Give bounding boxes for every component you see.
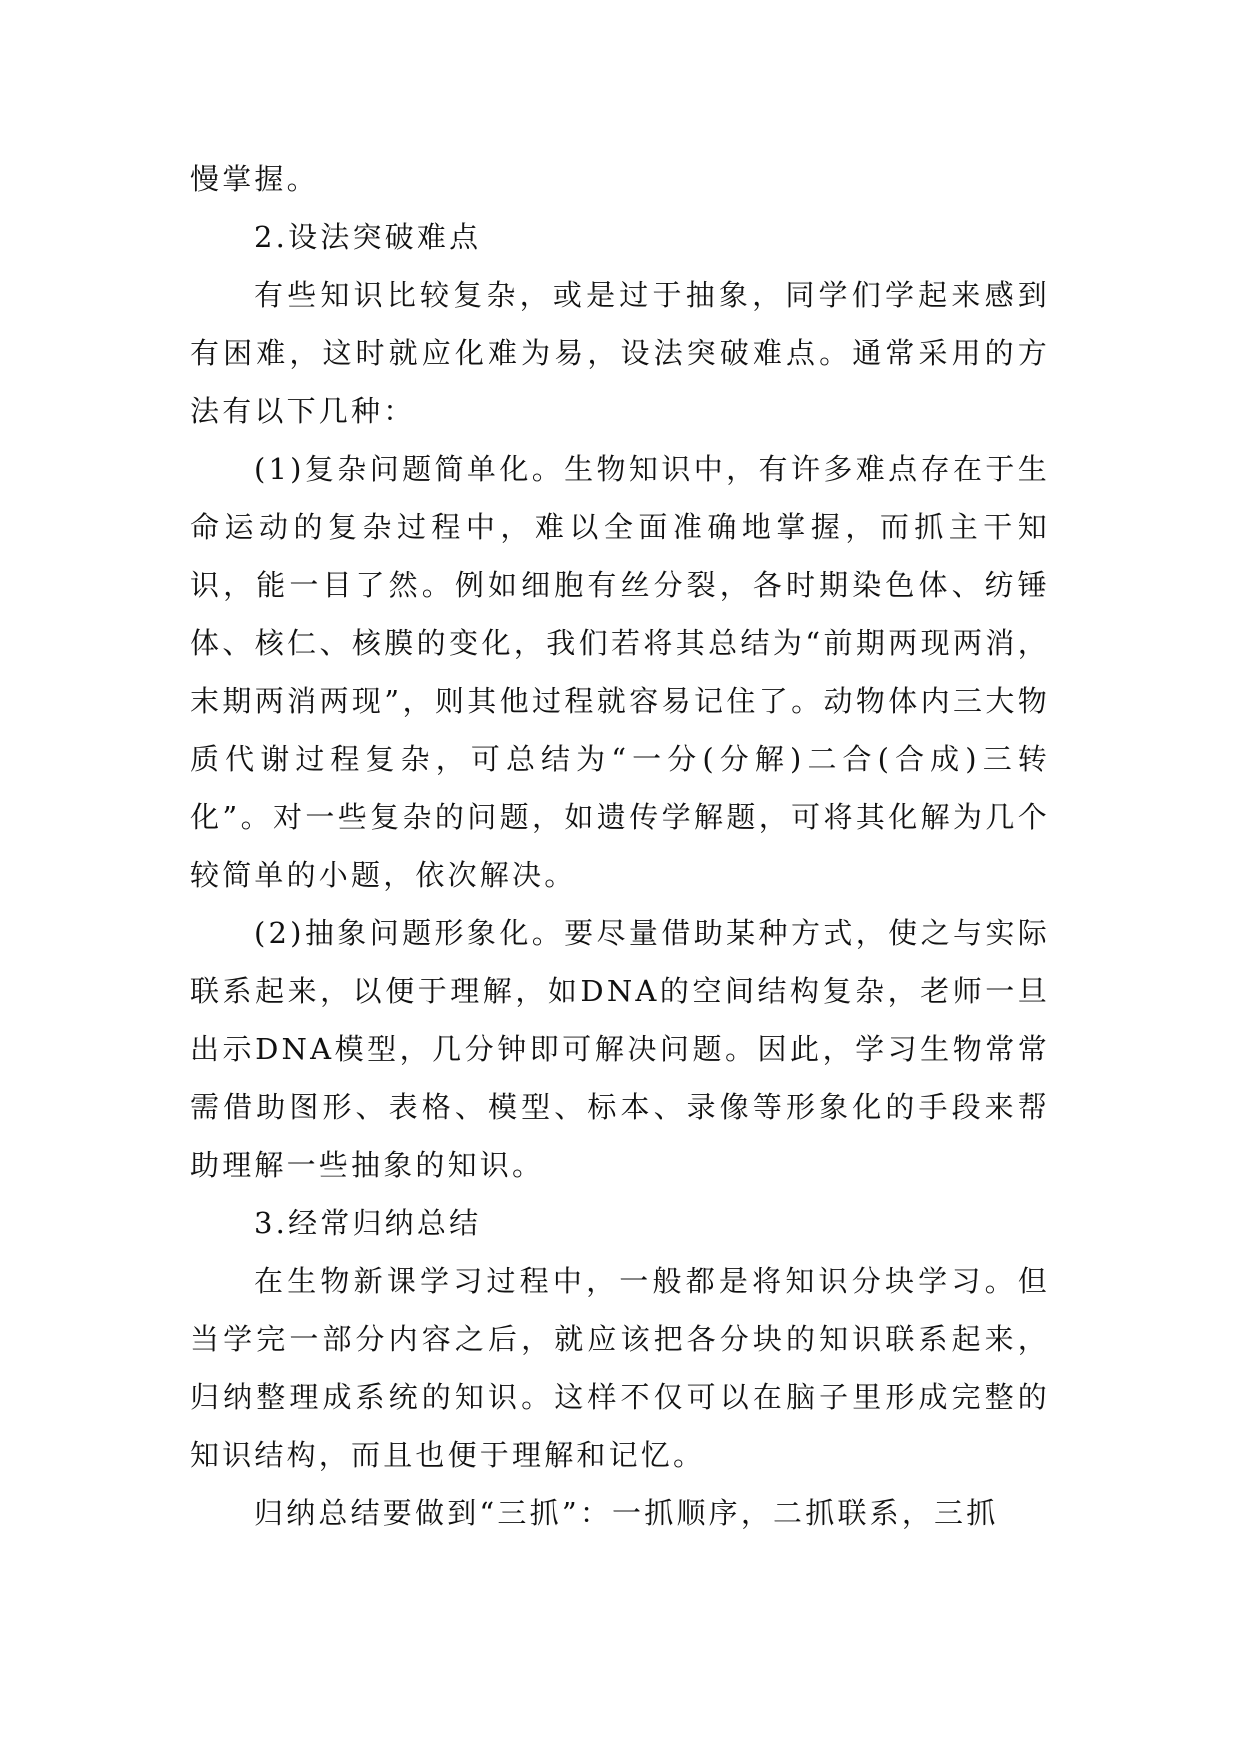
paragraph-summarize: 在生物新课学习过程中，一般都是将知识分块学习。但当学完一部分内容之后，就应该把各分块的知识联系起来，归纳整理成系统的知识。这样不仅可以在脑子里形成完整的知识结构，而且也便于理解和记忆。 <box>190 1264 1050 1472</box>
section-heading-3: 3.经常归纳总结 <box>254 1206 482 1240</box>
paragraph-difficulty-intro: 有些知识比较复杂，或是过于抽象，同学们学起来感到有困难，这时就应化难为易，设法突破难点。通常采用的方法有以下几种： <box>190 278 1050 428</box>
continuation-paragraph: 慢掌握。 <box>190 162 319 196</box>
paragraph-simplify-complex: (1)复杂问题简单化。生物知识中，有许多难点存在于生命运动的复杂过程中，难以全面准确地掌握，而抓主干知识，能一目了然。例如细胞有丝分裂，各时期染色体、纺锤体、核仁、核膜的变化，我们若将其总结为“前期两现两消，末期两消两现”，则其他过程就容易记住了。动物体内三大物质代谢过程复杂，可总结为“一分(分解)二合(合成)三转化”。对一些复杂的问题，如遗传学解题，可将其化解为几个较简单的小题，依次解决。 <box>190 452 1050 892</box>
body-text <box>190 150 1050 1542</box>
paragraph-three-grasps: 归纳总结要做到“三抓”：一抓顺序，二抓联系，三抓 <box>254 1496 999 1530</box>
paragraph-visualize-abstract: (2)抽象问题形象化。要尽量借助某种方式，使之与实际联系起来，以便于理解，如DNA的空间结构复杂，老师一旦出示DNA模型，几分钟即可解决问题。因此，学习生物常常需借助图形、表格、模型、标本、录像等形象化的手段来帮助理解一些抽象的知识。 <box>190 916 1050 1182</box>
section-heading-2: 2.设法突破难点 <box>254 220 482 254</box>
